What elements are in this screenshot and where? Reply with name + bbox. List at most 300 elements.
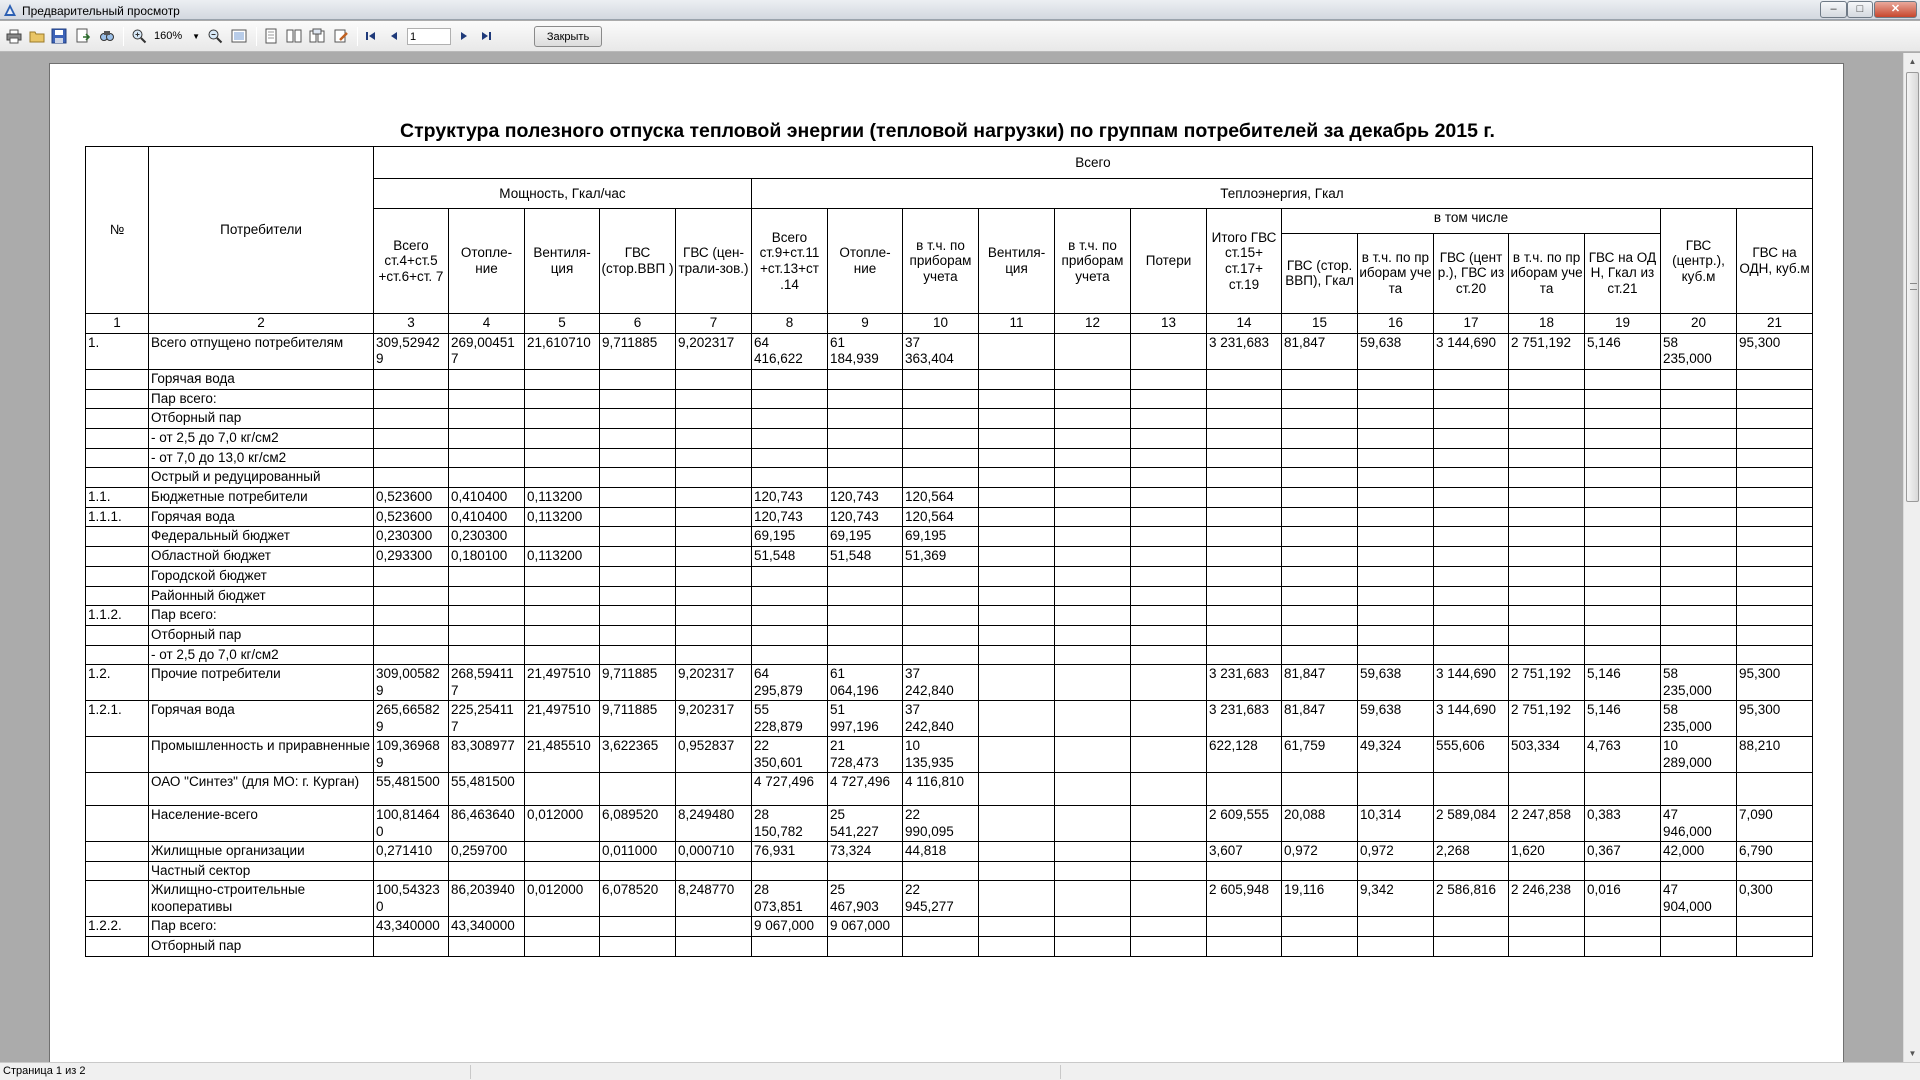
scroll-down-icon[interactable]: ▼ [1908, 1049, 1917, 1058]
table-cell: 51,548 [752, 547, 828, 567]
close-window-button[interactable]: ✕ [1874, 1, 1917, 18]
toolbar [0, 21, 1920, 52]
last-page-icon[interactable] [478, 28, 494, 44]
scroll-up-icon[interactable]: ▲ [1908, 57, 1917, 66]
table-cell [1207, 606, 1282, 626]
table-row [86, 527, 1813, 547]
table-cell [1661, 389, 1737, 409]
open-icon[interactable] [29, 28, 45, 44]
table-cell [1358, 606, 1434, 626]
table-cell: 0,000710 [676, 842, 752, 862]
table-row [86, 369, 1813, 389]
table-cell [903, 429, 979, 449]
table-cell [1131, 861, 1207, 881]
next-page-icon[interactable] [456, 28, 472, 44]
table-cell [1207, 586, 1282, 606]
row-number: 1.1.1. [86, 507, 149, 527]
table-cell [1131, 586, 1207, 606]
table-cell [1131, 842, 1207, 862]
table-cell [1509, 507, 1585, 527]
table-cell [1055, 701, 1131, 737]
table-cell: 7,090 [1737, 806, 1813, 842]
table-cell [1737, 488, 1813, 508]
toolbar-separator [357, 27, 358, 46]
table-cell [1737, 527, 1813, 547]
table-cell [903, 937, 979, 957]
table-cell: 120,564 [903, 488, 979, 508]
row-number [86, 806, 149, 842]
row-number [86, 937, 149, 957]
table-cell: 2 751,192 [1509, 665, 1585, 701]
column-number: 13 [1131, 314, 1207, 334]
table-row [86, 881, 1813, 917]
grip-icon [1910, 283, 1917, 290]
table-cell [1055, 917, 1131, 937]
table-cell [1661, 527, 1737, 547]
table-cell [374, 468, 449, 488]
table-cell [903, 369, 979, 389]
table-cell: 8,249480 [676, 806, 752, 842]
table-cell [1282, 369, 1358, 389]
table-cell [979, 566, 1055, 586]
table-cell: 21 728,473 [828, 737, 903, 773]
table-cell: 0,012000 [525, 881, 600, 917]
table-cell: 9,711885 [600, 334, 676, 370]
table-cell [1131, 566, 1207, 586]
table-cell [676, 773, 752, 806]
table-cell [1055, 665, 1131, 701]
table-cell [1358, 429, 1434, 449]
table-cell: 42,000 [1661, 842, 1737, 862]
table-cell [828, 606, 903, 626]
table-cell [600, 773, 676, 806]
close-preview-button[interactable]: Закрыть [534, 26, 602, 47]
header-column-19: ГВС на ОДН, Гкал из ст.21 [1588, 249, 1657, 296]
table-cell [1282, 566, 1358, 586]
print-icon[interactable] [6, 28, 22, 44]
table-cell: 8,248770 [676, 881, 752, 917]
table-cell [1055, 468, 1131, 488]
header-column-7: ГВС (цен-трали-зов.) [676, 209, 752, 314]
table-cell: 73,324 [828, 842, 903, 862]
table-row [86, 625, 1813, 645]
column-number: 12 [1055, 314, 1131, 334]
table-cell [1434, 937, 1509, 957]
table-cell [676, 389, 752, 409]
table-cell [1055, 448, 1131, 468]
column-number: 7 [676, 314, 752, 334]
table-cell [1585, 917, 1661, 937]
row-number [86, 881, 149, 917]
minimize-button[interactable]: – [1820, 1, 1847, 18]
vertical-scrollbar[interactable] [1903, 53, 1920, 1062]
row-number [86, 566, 149, 586]
table-cell [828, 468, 903, 488]
table-cell [1282, 488, 1358, 508]
chevron-down-icon: ▼ [192, 32, 200, 41]
table-cell: 622,128 [1207, 737, 1282, 773]
window-titlebar [0, 0, 1920, 20]
table-cell [1434, 861, 1509, 881]
table-cell: 2 589,084 [1434, 806, 1509, 842]
table-cell [1131, 701, 1207, 737]
row-number: 1.2.1. [86, 701, 149, 737]
table-cell [374, 645, 449, 665]
row-number [86, 527, 149, 547]
row-number: 1.1.2. [86, 606, 149, 626]
prev-page-icon[interactable] [386, 28, 402, 44]
export-icon[interactable] [75, 28, 91, 44]
table-cell: 555,606 [1434, 737, 1509, 773]
table-cell [1282, 527, 1358, 547]
table-cell [676, 507, 752, 527]
header-including: в том числе [1282, 209, 1660, 233]
table-cell [676, 488, 752, 508]
table-cell: 4 727,496 [828, 773, 903, 806]
multi-page-icon[interactable] [309, 28, 325, 44]
table-cell: 3 231,683 [1207, 701, 1282, 737]
table-cell [1131, 625, 1207, 645]
table-cell [752, 625, 828, 645]
header-column-12: в т.ч. по приборам учета [1055, 209, 1131, 314]
table-cell: 268,59411 7 [449, 665, 525, 701]
table-cell: 0,230300 [449, 527, 525, 547]
page-status: Страница 1 из 2 [3, 1065, 86, 1077]
table-cell: 55,481500 [449, 773, 525, 806]
consumer-name: Пар всего: [149, 606, 374, 626]
table-cell [979, 842, 1055, 862]
table-cell [676, 625, 752, 645]
consumer-name: Прочие потребители [149, 665, 374, 701]
table-cell [1358, 773, 1434, 806]
consumer-name: Горячая вода [149, 369, 374, 389]
table-cell [1509, 773, 1585, 806]
table-cell: 3,607 [1207, 842, 1282, 862]
column-number: 4 [449, 314, 525, 334]
table-cell [903, 606, 979, 626]
table-cell: 9,711885 [600, 701, 676, 737]
table-cell [828, 389, 903, 409]
table-cell [1737, 448, 1813, 468]
table-cell [1131, 389, 1207, 409]
table-cell [1207, 527, 1282, 547]
table-cell [1661, 488, 1737, 508]
row-number [86, 737, 149, 773]
table-cell [1585, 448, 1661, 468]
page-number-input[interactable] [407, 28, 451, 45]
table-cell: 2 586,816 [1434, 881, 1509, 917]
consumer-name: Областной бюджет [149, 547, 374, 567]
preview-viewport [0, 53, 1903, 1062]
zoom-value: 160% [154, 30, 183, 42]
header-column-10: в т.ч. по приборам учета [903, 209, 979, 314]
table-cell [374, 566, 449, 586]
table-cell [979, 527, 1055, 547]
table-cell [828, 566, 903, 586]
table-cell [979, 917, 1055, 937]
consumer-name: - от 2,5 до 7,0 кг/см2 [149, 429, 374, 449]
row-number [86, 369, 149, 389]
consumer-name: Районный бюджет [149, 586, 374, 606]
table-cell [903, 917, 979, 937]
table-cell: 3,622365 [600, 737, 676, 773]
table-row [86, 448, 1813, 468]
table-cell [903, 645, 979, 665]
table-cell [1207, 937, 1282, 957]
table-cell: 20,088 [1282, 806, 1358, 842]
table-cell: 25 541,227 [828, 806, 903, 842]
table-cell [1358, 566, 1434, 586]
table-cell [828, 861, 903, 881]
table-cell: 22 990,095 [903, 806, 979, 842]
table-cell [525, 625, 600, 645]
table-cell [1585, 429, 1661, 449]
table-cell [1055, 389, 1131, 409]
table-row [86, 409, 1813, 429]
table-cell [1131, 547, 1207, 567]
table-cell: 3 144,690 [1434, 334, 1509, 370]
table-cell [1131, 488, 1207, 508]
table-cell: 9,202317 [676, 701, 752, 737]
table-cell [676, 606, 752, 626]
status-divider [470, 1065, 471, 1079]
table-cell [1434, 389, 1509, 409]
table-cell [449, 369, 525, 389]
table-cell: 21,497510 [525, 701, 600, 737]
table-cell: 83,308977 [449, 737, 525, 773]
find-icon[interactable] [99, 28, 115, 44]
table-cell [979, 665, 1055, 701]
table-cell [1207, 409, 1282, 429]
table-cell: 19,116 [1282, 881, 1358, 917]
row-number [86, 625, 149, 645]
column-number: 5 [525, 314, 600, 334]
table-cell: 3 231,683 [1207, 334, 1282, 370]
table-cell [1358, 409, 1434, 429]
table-cell: 0,271410 [374, 842, 449, 862]
save-icon[interactable] [51, 28, 67, 44]
scrollbar-thumb[interactable] [1906, 72, 1919, 502]
table-row [86, 737, 1813, 773]
header-column-13: Потери [1131, 209, 1207, 314]
table-cell [449, 586, 525, 606]
table-cell: 43,340000 [449, 917, 525, 937]
column-number: 9 [828, 314, 903, 334]
table-cell [1509, 917, 1585, 937]
table-cell [1434, 586, 1509, 606]
table-cell [1434, 625, 1509, 645]
table-cell [1207, 625, 1282, 645]
table-cell [525, 842, 600, 862]
table-cell: 25 467,903 [828, 881, 903, 917]
table-cell: 51,369 [903, 547, 979, 567]
column-number: 15 [1282, 314, 1358, 334]
table-cell [1434, 507, 1509, 527]
table-cell: 120,564 [903, 507, 979, 527]
table-cell [1661, 586, 1737, 606]
column-number: 6 [600, 314, 676, 334]
header-column-9: Отопле-ние [828, 209, 903, 314]
table-cell: 3 144,690 [1434, 701, 1509, 737]
table-cell [1509, 625, 1585, 645]
table-cell: 0,523600 [374, 507, 449, 527]
table-cell [1358, 507, 1434, 527]
table-cell [449, 606, 525, 626]
column-number: 14 [1207, 314, 1282, 334]
row-number: 1.1. [86, 488, 149, 508]
one-page-icon[interactable] [263, 28, 279, 44]
table-cell [1358, 937, 1434, 957]
column-number: 16 [1358, 314, 1434, 334]
row-number [86, 409, 149, 429]
app-icon [3, 3, 17, 17]
consumer-name: - от 7,0 до 13,0 кг/см2 [149, 448, 374, 468]
table-cell: 109,36968 9 [374, 737, 449, 773]
table-cell: 0,972 [1358, 842, 1434, 862]
table-cell [1585, 409, 1661, 429]
table-cell [525, 773, 600, 806]
table-cell [828, 625, 903, 645]
table-cell: 51 997,196 [828, 701, 903, 737]
header-energy: Теплоэнергия, Гкал [752, 179, 1813, 209]
table-cell [903, 861, 979, 881]
row-number: 1.2. [86, 665, 149, 701]
table-cell [1509, 645, 1585, 665]
table-cell [1509, 448, 1585, 468]
table-cell [1358, 468, 1434, 488]
table-cell [1434, 409, 1509, 429]
header-total: Всего [374, 147, 1813, 179]
table-cell [1509, 409, 1585, 429]
table-cell [1434, 773, 1509, 806]
table-cell [979, 429, 1055, 449]
table-cell [1207, 429, 1282, 449]
table-cell: 69,195 [828, 527, 903, 547]
row-number [86, 861, 149, 881]
table-cell [752, 566, 828, 586]
table-cell: 9 067,000 [752, 917, 828, 937]
table-cell [979, 409, 1055, 429]
table-cell [676, 917, 752, 937]
table-cell [374, 606, 449, 626]
table-cell [374, 369, 449, 389]
table-cell [1434, 527, 1509, 547]
first-page-icon[interactable] [363, 28, 379, 44]
table-cell [828, 409, 903, 429]
consumer-name: Городской бюджет [149, 566, 374, 586]
table-cell [979, 468, 1055, 488]
status-divider [1060, 1065, 1061, 1079]
table-cell [374, 429, 449, 449]
table-cell: 47 946,000 [1661, 806, 1737, 842]
column-number: 20 [1661, 314, 1737, 334]
header-column-18: в т.ч. по приборам учета [1509, 233, 1585, 313]
table-row [86, 606, 1813, 626]
window-title: Предварительный просмотр [22, 4, 180, 18]
table-cell [1282, 389, 1358, 409]
table-cell: 0,113200 [525, 547, 600, 567]
table-cell [1661, 429, 1737, 449]
table-cell [676, 547, 752, 567]
zoom-in-icon[interactable] [131, 28, 147, 44]
table-cell [449, 861, 525, 881]
consumer-name: Отборный пар [149, 625, 374, 645]
table-cell: 0,300 [1737, 881, 1813, 917]
table-cell [1585, 488, 1661, 508]
table-cell: 81,847 [1282, 701, 1358, 737]
table-cell: 0,367 [1585, 842, 1661, 862]
table-cell [1358, 625, 1434, 645]
table-cell [676, 566, 752, 586]
table-cell [752, 645, 828, 665]
table-cell [1661, 645, 1737, 665]
table-cell: 9,202317 [676, 665, 752, 701]
table-cell [600, 861, 676, 881]
table-cell [1509, 389, 1585, 409]
edit-icon[interactable] [333, 28, 349, 44]
table-cell [1055, 606, 1131, 626]
table-cell [903, 389, 979, 409]
table-cell [374, 861, 449, 881]
table-cell: 2 751,192 [1509, 334, 1585, 370]
table-cell [1282, 861, 1358, 881]
table-cell: 61 064,196 [828, 665, 903, 701]
table-cell [525, 389, 600, 409]
header-column-4: Отопле-ние [449, 209, 525, 314]
table-cell: 6,078520 [600, 881, 676, 917]
table-cell [1661, 861, 1737, 881]
table-cell [1282, 917, 1358, 937]
table-cell: 9 067,000 [828, 917, 903, 937]
table-cell [1358, 917, 1434, 937]
table-cell [1207, 468, 1282, 488]
table-row [86, 842, 1813, 862]
table-cell [979, 606, 1055, 626]
two-pages-icon[interactable] [286, 28, 302, 44]
table-cell [1055, 737, 1131, 773]
table-cell [1434, 468, 1509, 488]
table-cell [1737, 468, 1813, 488]
zoom-out-icon[interactable] [207, 28, 223, 44]
table-cell [1661, 409, 1737, 429]
table-cell: 81,847 [1282, 334, 1358, 370]
table-cell [1737, 429, 1813, 449]
toolbar-separator [123, 27, 124, 46]
table-row [86, 645, 1813, 665]
table-cell [1509, 566, 1585, 586]
table-cell [1055, 369, 1131, 389]
table-cell [1055, 861, 1131, 881]
table-cell: 95,300 [1737, 665, 1813, 701]
table-cell [1055, 806, 1131, 842]
table-cell [1358, 861, 1434, 881]
table-cell [1282, 429, 1358, 449]
table-cell [449, 409, 525, 429]
table-cell: 309,00582 9 [374, 665, 449, 701]
table-cell: 44,818 [903, 842, 979, 862]
table-cell [1509, 861, 1585, 881]
table-cell [374, 586, 449, 606]
zoom-select[interactable] [154, 29, 200, 44]
whole-page-icon[interactable] [231, 28, 247, 44]
table-cell [979, 547, 1055, 567]
table-cell [1661, 468, 1737, 488]
table-cell [1207, 448, 1282, 468]
maximize-button[interactable]: □ [1847, 1, 1873, 18]
table-cell [979, 448, 1055, 468]
table-cell [600, 625, 676, 645]
table-cell: 10 289,000 [1661, 737, 1737, 773]
